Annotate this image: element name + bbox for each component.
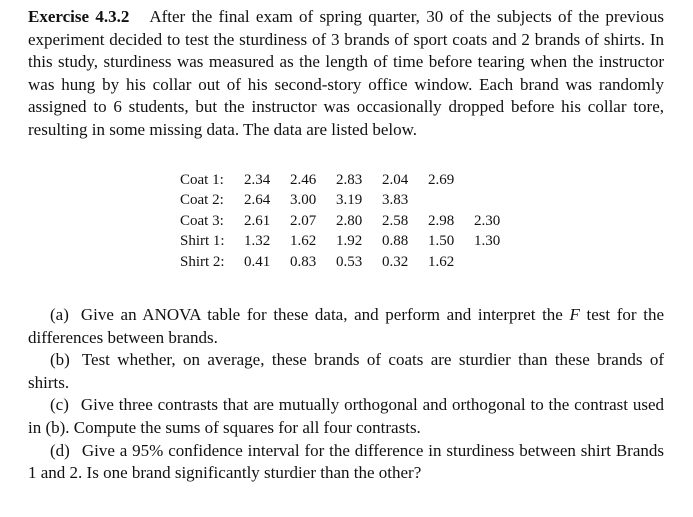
row-label: Coat 1: bbox=[180, 171, 224, 188]
question-text: test for the differences between brands. bbox=[28, 305, 664, 347]
data-value: 1.62 bbox=[290, 233, 317, 250]
question-c bbox=[28, 394, 664, 439]
question-tag: (b) bbox=[50, 350, 70, 370]
data-value: 3.00 bbox=[290, 192, 317, 209]
table-row bbox=[180, 170, 520, 191]
exercise-paragraph bbox=[28, 6, 664, 142]
data-value: 1.92 bbox=[336, 233, 363, 250]
exercise-title: Exercise 4.3.2 bbox=[28, 7, 130, 26]
question-tag: (d) bbox=[50, 440, 70, 460]
data-value: 3.19 bbox=[336, 192, 363, 209]
data-value: 2.98 bbox=[428, 212, 455, 229]
data-value: 1.30 bbox=[474, 233, 501, 250]
data-value: 0.41 bbox=[244, 253, 271, 270]
exercise-body: After the final exam of spring quarter, 30 of the subjects of the previous experiment decided to test the sturdiness of 3 brands of sport coats and 2 brands of shirts. In this study, sturdiness was measured as the length of time before tearing when the instructor was hung by his collar out of his second-story office window. Each brand was randomly assigned to 6 students, but the instructor was occasionally dropped before his collar tore, resulting in some missing data. The data are listed below. bbox=[28, 7, 664, 139]
question-b bbox=[28, 349, 664, 394]
data-value: 1.50 bbox=[428, 233, 455, 250]
table-row bbox=[180, 211, 520, 232]
document-page bbox=[28, 6, 664, 485]
data-value: 2.07 bbox=[290, 212, 317, 229]
data-value bbox=[474, 190, 520, 211]
table-row bbox=[180, 190, 520, 211]
data-value: 2.58 bbox=[382, 212, 409, 229]
question-text: Give an ANOVA table for these data, and perform and interpret the bbox=[80, 305, 570, 325]
data-value bbox=[428, 190, 474, 211]
row-label: Shirt 1: bbox=[180, 233, 225, 250]
data-value: 0.88 bbox=[382, 233, 409, 250]
data-value: 2.83 bbox=[336, 171, 363, 188]
data-value: 2.61 bbox=[244, 212, 271, 229]
data-value: 2.46 bbox=[290, 171, 317, 188]
data-value: 2.69 bbox=[428, 171, 455, 188]
data-table bbox=[180, 170, 520, 273]
data-value: 0.32 bbox=[382, 253, 409, 270]
question-tag: (a) bbox=[50, 305, 69, 325]
data-value bbox=[474, 170, 520, 191]
data-value: 2.80 bbox=[336, 212, 363, 229]
question-text: Give a 95% confidence interval for the difference in sturdiness between shirt Brands 1 and 2. Is one brand significantly sturdier than the other? bbox=[28, 440, 664, 483]
data-value: 1.32 bbox=[244, 233, 271, 250]
table-row bbox=[180, 231, 520, 252]
data-value: 3.83 bbox=[382, 192, 409, 209]
data-value: 2.30 bbox=[474, 212, 501, 229]
question-italic-term: F bbox=[569, 305, 580, 325]
data-value: 2.34 bbox=[244, 171, 271, 188]
data-value: 1.62 bbox=[428, 253, 455, 270]
question-tag: (c) bbox=[50, 395, 69, 415]
row-label: Coat 2: bbox=[180, 192, 224, 209]
data-value: 2.04 bbox=[382, 171, 409, 188]
row-label: Coat 3: bbox=[180, 212, 224, 229]
data-value: 0.83 bbox=[290, 253, 317, 270]
question-text: Give three contrasts that are mutually orthogonal and orthogonal to the contrast used in (b). Compute the sums of squares for all four contrasts. bbox=[28, 395, 664, 438]
question-text: Test whether, on average, these brands of coats are sturdier than these brands of shirts. bbox=[28, 350, 664, 392]
data-value: 2.64 bbox=[244, 192, 271, 209]
question-d bbox=[28, 440, 664, 485]
table-row bbox=[180, 252, 520, 273]
data-value: 0.53 bbox=[336, 253, 363, 270]
row-label: Shirt 2: bbox=[180, 253, 225, 270]
question-list bbox=[28, 304, 664, 485]
data-value bbox=[474, 252, 520, 273]
question-a bbox=[28, 304, 664, 349]
